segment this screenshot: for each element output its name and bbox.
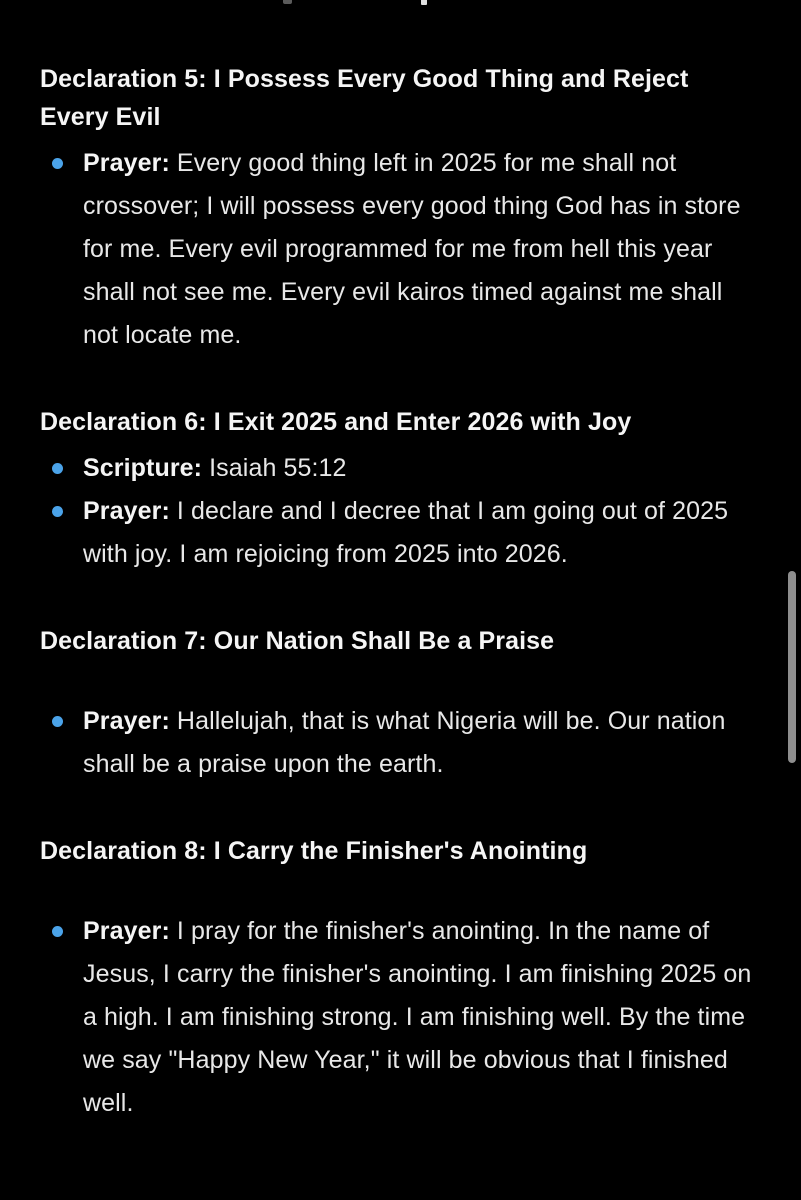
item-text <box>83 490 757 576</box>
list-item <box>40 490 757 576</box>
section-declaration-8 <box>40 832 757 1125</box>
list-item <box>40 447 757 490</box>
clipped-text-remnant <box>283 0 292 4</box>
bullet-dot-icon <box>52 463 63 474</box>
bullet-list <box>40 447 757 576</box>
bullet-dot-icon <box>52 506 63 517</box>
clipped-text-remnant <box>421 0 427 5</box>
bullet-list <box>40 700 757 786</box>
bullet-dot-icon <box>52 158 63 169</box>
item-text <box>83 447 347 490</box>
section-title: Declaration 5: I Possess Every Good Thing and Reject Every Evil <box>40 65 689 131</box>
list-item <box>40 910 757 1125</box>
item-label: Prayer: <box>83 917 170 945</box>
section-title: Declaration 7: Our Nation Shall Be a Praise <box>40 627 555 655</box>
item-body: I pray for the finisher's anointing. In the name of Jesus, I carry the finisher's anointing. I am finishing 2025 on a high. I am finishing strong. I am finishing well. By the time we say "Happy New Year," it will be obvious that I finished well. <box>83 917 752 1117</box>
clipped-text-line <box>0 0 801 6</box>
section-declaration-5 <box>40 60 757 357</box>
scrollbar-thumb[interactable] <box>788 571 796 763</box>
section-declaration-7 <box>40 622 757 786</box>
bullet-dot-icon <box>52 716 63 727</box>
item-text <box>83 910 757 1125</box>
bullet-list <box>40 910 757 1125</box>
bullet-list <box>40 142 757 357</box>
item-label: Prayer: <box>83 149 170 177</box>
item-body: I declare and I decree that I am going out of 2025 with joy. I am rejoicing from 2025 into 2026. <box>83 497 729 568</box>
item-text <box>83 700 757 786</box>
list-item <box>40 142 757 357</box>
item-label: Scripture: <box>83 454 203 482</box>
section-title: Declaration 8: I Carry the Finisher's Anointing <box>40 837 588 865</box>
item-body: Isaiah 55:12 <box>209 454 347 482</box>
list-item <box>40 700 757 786</box>
section-title: Declaration 6: I Exit 2025 and Enter 2026 with Joy <box>40 408 632 436</box>
item-label: Prayer: <box>83 497 170 525</box>
bullet-dot-icon <box>52 926 63 937</box>
item-label: Prayer: <box>83 707 170 735</box>
item-body: Hallelujah, that is what Nigeria will be. Our nation shall be a praise upon the earth. <box>83 707 726 778</box>
section-declaration-6 <box>40 403 757 576</box>
item-text <box>83 142 757 357</box>
item-body: Every good thing left in 2025 for me shall not crossover; I will possess every good thing God has in store for me. Every evil programmed for me from hell this year shall not see me. Every evil kairos timed against me shall not locate me. <box>83 149 741 349</box>
